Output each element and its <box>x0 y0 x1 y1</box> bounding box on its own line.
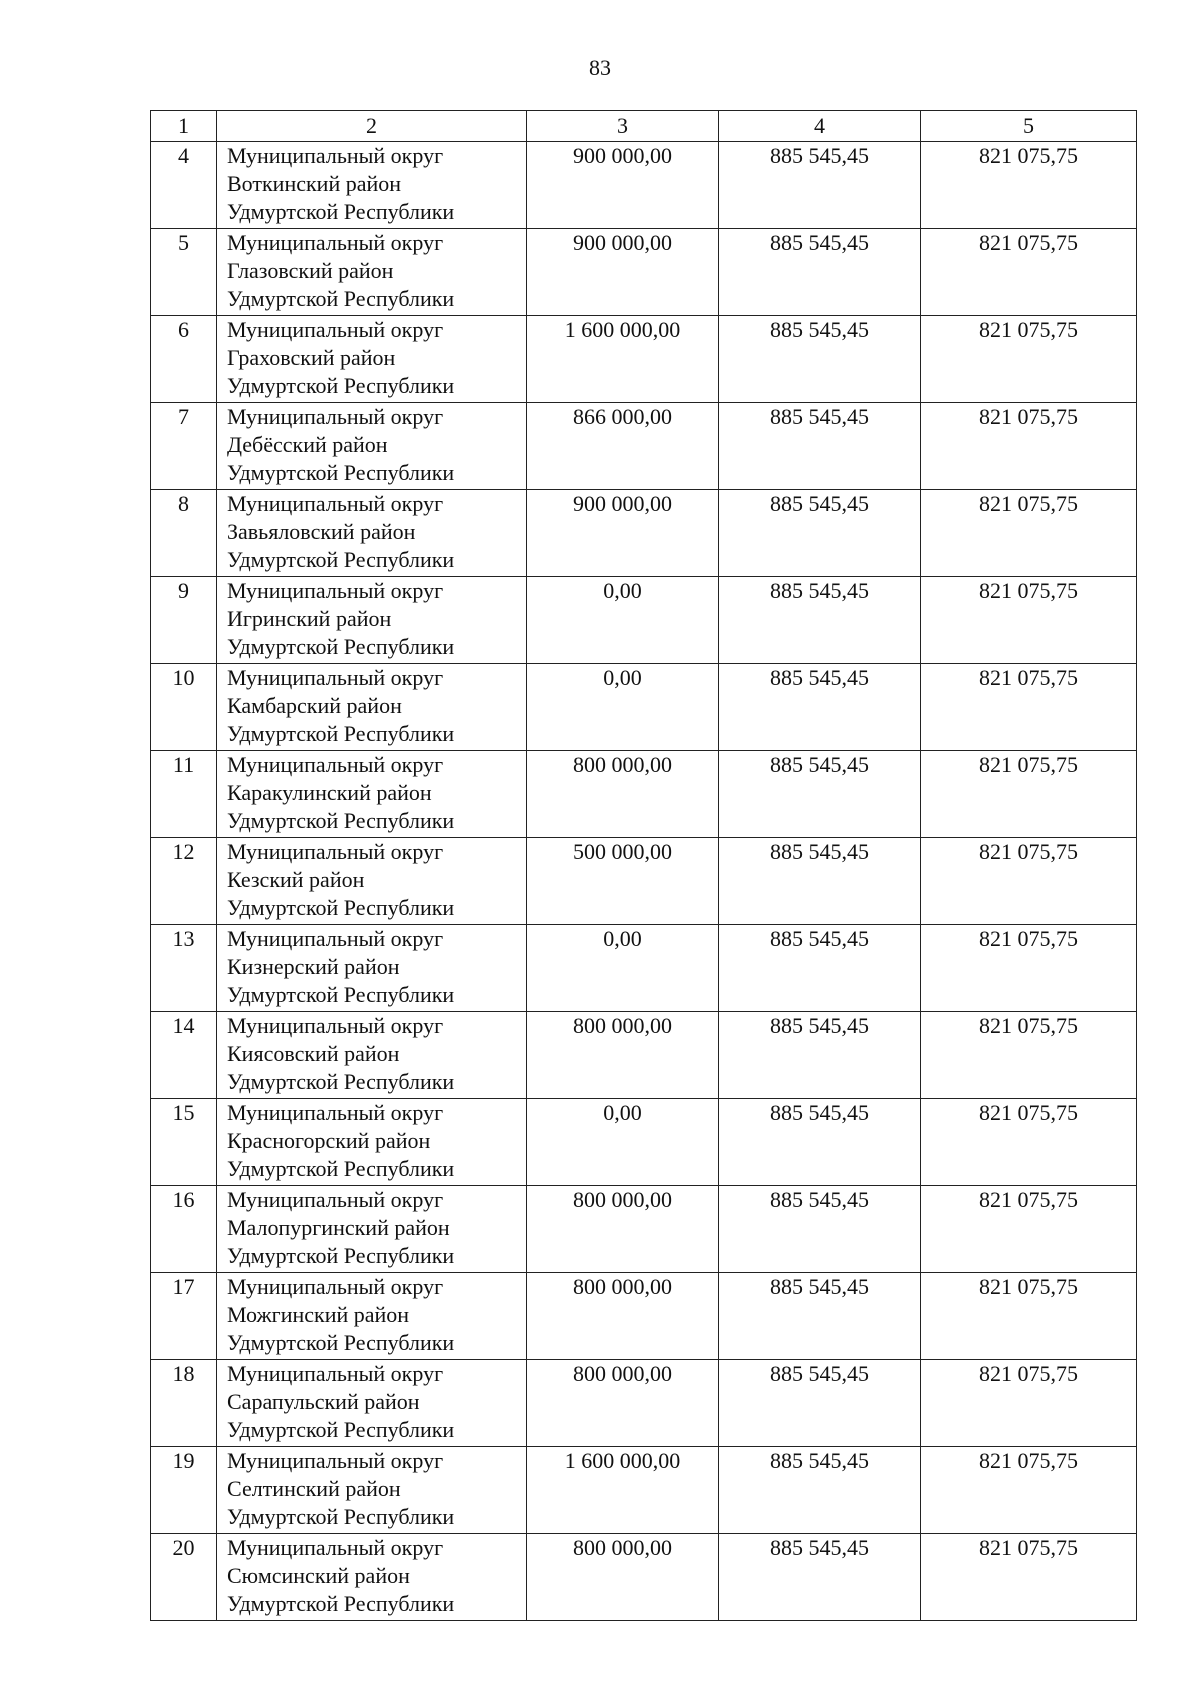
municipality-name <box>217 316 527 403</box>
municipality-name <box>217 1447 527 1534</box>
value-col-4: 885 545,45 <box>719 1012 921 1099</box>
municipality-name-line: Удмуртской Республики <box>227 199 455 224</box>
value-col-5: 821 075,75 <box>921 925 1137 1012</box>
municipality-name-line: Удмуртской Республики <box>227 373 455 398</box>
value-col-5: 821 075,75 <box>921 316 1137 403</box>
header-row <box>151 111 1137 142</box>
row-number: 9 <box>151 577 217 664</box>
municipality-name-line: Дебёсский район <box>227 432 388 457</box>
municipality-name-line: Муниципальный округ <box>227 1448 444 1473</box>
value-col-3: 900 000,00 <box>527 490 719 577</box>
value-col-3: 1 600 000,00 <box>527 316 719 403</box>
municipality-name-line: Удмуртской Республики <box>227 286 455 311</box>
value-col-3: 0,00 <box>527 664 719 751</box>
municipality-name-line: Удмуртской Республики <box>227 1417 455 1442</box>
value-col-4: 885 545,45 <box>719 490 921 577</box>
municipality-name <box>217 1186 527 1273</box>
value-col-4: 885 545,45 <box>719 925 921 1012</box>
municipality-name <box>217 1273 527 1360</box>
value-col-4: 885 545,45 <box>719 142 921 229</box>
value-col-4: 885 545,45 <box>719 1099 921 1186</box>
row-number: 17 <box>151 1273 217 1360</box>
municipality-name-line: Удмуртской Республики <box>227 721 455 746</box>
table-row <box>151 1534 1137 1621</box>
value-col-4: 885 545,45 <box>719 751 921 838</box>
municipality-name-line: Граховский район <box>227 345 396 370</box>
row-number: 19 <box>151 1447 217 1534</box>
municipality-name-line: Удмуртской Республики <box>227 1069 455 1094</box>
header-col-4: 4 <box>719 111 921 142</box>
municipality-name-line: Муниципальный округ <box>227 839 444 864</box>
municipality-name-line: Муниципальный округ <box>227 578 444 603</box>
value-col-3: 900 000,00 <box>527 229 719 316</box>
municipality-name-line: Удмуртской Республики <box>227 547 455 572</box>
row-number: 5 <box>151 229 217 316</box>
table-row <box>151 1360 1137 1447</box>
value-col-3: 0,00 <box>527 1099 719 1186</box>
value-col-4: 885 545,45 <box>719 403 921 490</box>
page-number: 83 <box>589 55 611 80</box>
value-col-5: 821 075,75 <box>921 1186 1137 1273</box>
municipality-name-line: Удмуртской Республики <box>227 460 455 485</box>
table-row <box>151 925 1137 1012</box>
value-col-5: 821 075,75 <box>921 1534 1137 1621</box>
value-col-4: 885 545,45 <box>719 1273 921 1360</box>
municipality-name-line: Красногорский район <box>227 1128 431 1153</box>
value-col-3: 900 000,00 <box>527 142 719 229</box>
header-col-1: 1 <box>151 111 217 142</box>
table-row <box>151 664 1137 751</box>
table-row <box>151 838 1137 925</box>
row-number: 8 <box>151 490 217 577</box>
table-row <box>151 1273 1137 1360</box>
municipality-name <box>217 1360 527 1447</box>
row-number: 15 <box>151 1099 217 1186</box>
municipality-name <box>217 577 527 664</box>
municipality-name-line: Сюмсинский район <box>227 1563 410 1588</box>
municipality-name-line: Сарапульский район <box>227 1389 420 1414</box>
header-col-2: 2 <box>217 111 527 142</box>
municipality-name-line: Малопургинский район <box>227 1215 450 1240</box>
municipality-name-line: Муниципальный округ <box>227 404 444 429</box>
value-col-5: 821 075,75 <box>921 1360 1137 1447</box>
row-number: 16 <box>151 1186 217 1273</box>
municipality-name <box>217 490 527 577</box>
municipality-name-line: Завьяловский район <box>227 519 416 544</box>
row-number: 7 <box>151 403 217 490</box>
row-number: 4 <box>151 142 217 229</box>
municipality-name-line: Удмуртской Республики <box>227 895 455 920</box>
municipality-name-line: Воткинский район <box>227 171 402 196</box>
value-col-5: 821 075,75 <box>921 142 1137 229</box>
table-row <box>151 1186 1137 1273</box>
municipality-name <box>217 1012 527 1099</box>
value-col-5: 821 075,75 <box>921 1099 1137 1186</box>
value-col-5: 821 075,75 <box>921 1447 1137 1534</box>
allocation-table <box>150 110 1137 1621</box>
table-row <box>151 1447 1137 1534</box>
value-col-3: 1 600 000,00 <box>527 1447 719 1534</box>
value-col-4: 885 545,45 <box>719 664 921 751</box>
value-col-5: 821 075,75 <box>921 577 1137 664</box>
municipality-name-line: Муниципальный округ <box>227 491 444 516</box>
value-col-4: 885 545,45 <box>719 229 921 316</box>
municipality-name-line: Муниципальный округ <box>227 230 444 255</box>
municipality-name-line: Глазовский район <box>227 258 394 283</box>
row-number: 20 <box>151 1534 217 1621</box>
value-col-5: 821 075,75 <box>921 1012 1137 1099</box>
municipality-name-line: Удмуртской Республики <box>227 982 455 1007</box>
value-col-4: 885 545,45 <box>719 1360 921 1447</box>
municipality-name <box>217 838 527 925</box>
row-number: 12 <box>151 838 217 925</box>
table-row <box>151 403 1137 490</box>
row-number: 6 <box>151 316 217 403</box>
municipality-name <box>217 664 527 751</box>
value-col-4: 885 545,45 <box>719 838 921 925</box>
municipality-name-line: Киясовский район <box>227 1041 400 1066</box>
row-number: 18 <box>151 1360 217 1447</box>
value-col-3: 800 000,00 <box>527 1012 719 1099</box>
municipality-name-line: Муниципальный округ <box>227 752 444 777</box>
row-number: 13 <box>151 925 217 1012</box>
value-col-3: 800 000,00 <box>527 1360 719 1447</box>
value-col-3: 0,00 <box>527 925 719 1012</box>
table-row <box>151 1012 1137 1099</box>
row-number: 10 <box>151 664 217 751</box>
municipality-name-line: Селтинский район <box>227 1476 401 1501</box>
municipality-name <box>217 403 527 490</box>
municipality-name-line: Муниципальный округ <box>227 926 444 951</box>
table-row <box>151 490 1137 577</box>
table-row <box>151 229 1137 316</box>
municipality-name-line: Муниципальный округ <box>227 1187 444 1212</box>
value-col-5: 821 075,75 <box>921 664 1137 751</box>
municipality-name-line: Удмуртской Республики <box>227 808 455 833</box>
row-number: 14 <box>151 1012 217 1099</box>
value-col-5: 821 075,75 <box>921 490 1137 577</box>
municipality-name-line: Муниципальный округ <box>227 317 444 342</box>
municipality-name-line: Удмуртской Республики <box>227 1243 455 1268</box>
municipality-name-line: Муниципальный округ <box>227 1361 444 1386</box>
municipality-name-line: Муниципальный округ <box>227 1013 444 1038</box>
value-col-3: 0,00 <box>527 577 719 664</box>
municipality-name <box>217 142 527 229</box>
municipality-name-line: Удмуртской Республики <box>227 1156 455 1181</box>
header-col-3: 3 <box>527 111 719 142</box>
municipality-name-line: Удмуртской Республики <box>227 1330 455 1355</box>
municipality-name-line: Игринский район <box>227 606 392 631</box>
value-col-3: 800 000,00 <box>527 1273 719 1360</box>
municipality-name-line: Муниципальный округ <box>227 1535 444 1560</box>
value-col-4: 885 545,45 <box>719 1534 921 1621</box>
table-row <box>151 316 1137 403</box>
value-col-4: 885 545,45 <box>719 316 921 403</box>
municipality-name-line: Удмуртской Республики <box>227 1504 455 1529</box>
table-row <box>151 142 1137 229</box>
value-col-5: 821 075,75 <box>921 403 1137 490</box>
value-col-3: 866 000,00 <box>527 403 719 490</box>
municipality-name-line: Муниципальный округ <box>227 1274 444 1299</box>
value-col-5: 821 075,75 <box>921 838 1137 925</box>
row-number: 11 <box>151 751 217 838</box>
value-col-4: 885 545,45 <box>719 1186 921 1273</box>
value-col-3: 800 000,00 <box>527 1534 719 1621</box>
municipality-name-line: Можгинский район <box>227 1302 410 1327</box>
municipality-name-line: Кезский район <box>227 867 365 892</box>
table-header <box>151 111 1137 142</box>
municipality-name-line: Муниципальный округ <box>227 665 444 690</box>
value-col-3: 800 000,00 <box>527 751 719 838</box>
municipality-name <box>217 925 527 1012</box>
municipality-name <box>217 229 527 316</box>
table-row <box>151 751 1137 838</box>
value-col-5: 821 075,75 <box>921 229 1137 316</box>
municipality-name <box>217 751 527 838</box>
municipality-name-line: Муниципальный округ <box>227 143 444 168</box>
municipality-name-line: Кизнерский район <box>227 954 400 979</box>
municipality-name-line: Удмуртской Республики <box>227 1591 455 1616</box>
header-col-5: 5 <box>921 111 1137 142</box>
municipality-name-line: Каракулинский район <box>227 780 432 805</box>
table-row <box>151 577 1137 664</box>
value-col-3: 500 000,00 <box>527 838 719 925</box>
value-col-5: 821 075,75 <box>921 751 1137 838</box>
table-row <box>151 1099 1137 1186</box>
value-col-3: 800 000,00 <box>527 1186 719 1273</box>
municipality-name-line: Муниципальный округ <box>227 1100 444 1125</box>
value-col-4: 885 545,45 <box>719 1447 921 1534</box>
municipality-name-line: Удмуртской Республики <box>227 634 455 659</box>
value-col-5: 821 075,75 <box>921 1273 1137 1360</box>
municipality-name <box>217 1099 527 1186</box>
municipality-name <box>217 1534 527 1621</box>
table-body <box>151 142 1137 1621</box>
value-col-4: 885 545,45 <box>719 577 921 664</box>
municipality-name-line: Камбарский район <box>227 693 402 718</box>
